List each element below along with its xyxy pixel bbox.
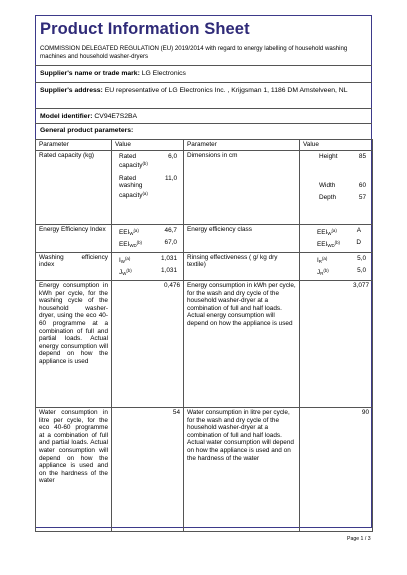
supplier-name-label: Supplier's name or trade mark: [40, 70, 140, 77]
eec-label: Energy efficiency class [184, 224, 300, 252]
page-title: Product Information Sheet [40, 20, 250, 38]
parameters-table [35, 139, 373, 532]
eec-w-value: A [356, 226, 361, 234]
table-row [36, 280, 373, 407]
washing-efficiency-values: $I_W^{(a)}$ 1,031 $J_W^{(b)}$ 1,031 [112, 252, 184, 280]
eeiw-value: 46,7 [164, 226, 177, 234]
divider [35, 65, 372, 66]
energy-washdry-value: 3,077 [300, 280, 373, 407]
rinsing-values: $I_R^{(a)}$ 5,0 $J_R^{(b)}$ 5,0 [300, 252, 373, 280]
rated-capacity-value: 6,0 [168, 152, 177, 160]
iw-value: 1,031 [161, 254, 177, 262]
water-wash-label: Water consumption in litre per cycle, for the eco 40-60 programme at a combination of full and partial loads. Actual water consumption will depend on how the appliance is used and on the hardness of the water [36, 407, 112, 531]
rated-capacity-label: Rated capacity (kg) [36, 150, 112, 224]
rated-washing-capacity-value: 11,0 [165, 174, 177, 182]
divider [35, 82, 372, 83]
eec-wd-value: D [356, 239, 361, 247]
rated-capacity-values: Rated capacity$^{(b)}$ 6,0 Rated washing capacity$^{(a)}$ 11,0 [112, 150, 184, 224]
energy-washdry-label: Energy consumption in kWh per cycle, for the wash and dry cycle of the household washer-dryer at a combination of full and half loads. Actual energy consumption will depend on how the appliance is used [184, 280, 300, 407]
eei-label: Energy Efficiency Index [36, 224, 112, 252]
header-cell: Parameter [184, 140, 300, 151]
page-number: Page 1 / 3 [347, 536, 371, 542]
table-header-row [36, 140, 373, 151]
supplier-name-value: LG Electronics [141, 70, 186, 77]
general-params-heading: General product parameters: [40, 127, 134, 134]
divider [35, 108, 372, 109]
jw-value: 1,031 [161, 267, 177, 275]
water-wash-value: 54 [112, 407, 184, 531]
supplier-name-field [40, 69, 186, 78]
supplier-address-label: Supplier's address: [40, 87, 103, 94]
rinsing-label: Rinsing effectiveness ( g/ kg dry textile) [184, 252, 300, 280]
depth-label: Depth [319, 193, 337, 201]
model-field [40, 112, 137, 121]
divider [35, 123, 372, 124]
eei-values: $EEI_W^{(a)}$ 46,7 $EEI_{WD}^{(b)}$ 67,0 [112, 224, 184, 252]
supplier-address-value: EU representative of LG Electronics Inc. , Krijgsman 1, 1186 DM Amstelveen, NL [104, 87, 348, 94]
dimensions-values [300, 150, 373, 224]
header-cell: Value [112, 140, 184, 151]
width-label: Width [319, 182, 336, 190]
regulation-text: COMMISSION DELEGATED REGULATION (EU) 2019/2014 with regard to energy labelling of household washing machines and household washer-dryers [40, 45, 348, 60]
water-washdry-label: Water consumption in litre per cycle, for the wash and dry cycle of the household washer-dryer at a combination of full and half loads. Actual water consumption will depend on how the appliance is used and on the hardness of the water [184, 407, 300, 531]
rated-capacity-sub-label: Rated capacity [119, 152, 143, 170]
header-cell: Parameter [36, 140, 112, 151]
table-row [36, 407, 373, 531]
table-row [36, 150, 373, 224]
rated-washing-capacity-label: Rated washing capacity [119, 174, 143, 199]
table-row [36, 252, 373, 280]
ir-value: 5,0 [357, 254, 366, 262]
supplier-address-field [40, 86, 368, 95]
energy-wash-value: 0,476 [112, 280, 184, 407]
height-label: Height [319, 152, 338, 160]
model-value: CV94E7S2BA [94, 113, 138, 120]
eeiwd-value: 67,0 [164, 239, 177, 247]
header-cell: Value [300, 140, 373, 151]
height-value: 85 [358, 152, 366, 160]
washing-efficiency-label: Washing efficiency index [36, 252, 112, 280]
table-row [36, 224, 373, 252]
water-washdry-value: 90 [300, 407, 373, 531]
depth-value: 57 [358, 193, 366, 201]
width-value: 60 [358, 182, 366, 190]
dimensions-label: Dimensions in cm [184, 150, 300, 224]
energy-wash-label: Energy consumption in kWh per cycle, for the washing cycle of the household washer-dryer, using the eco 40-60 programme at a combination of full and partial loads. Actual energy consumption will depend on how the appliance is used [36, 280, 112, 407]
jr-value: 5,0 [357, 267, 366, 275]
eec-values: $EEI_W^{(a)}$ A $EEI_{WD}^{(b)}$ D [300, 224, 373, 252]
model-label: Model identifier: [40, 113, 93, 120]
